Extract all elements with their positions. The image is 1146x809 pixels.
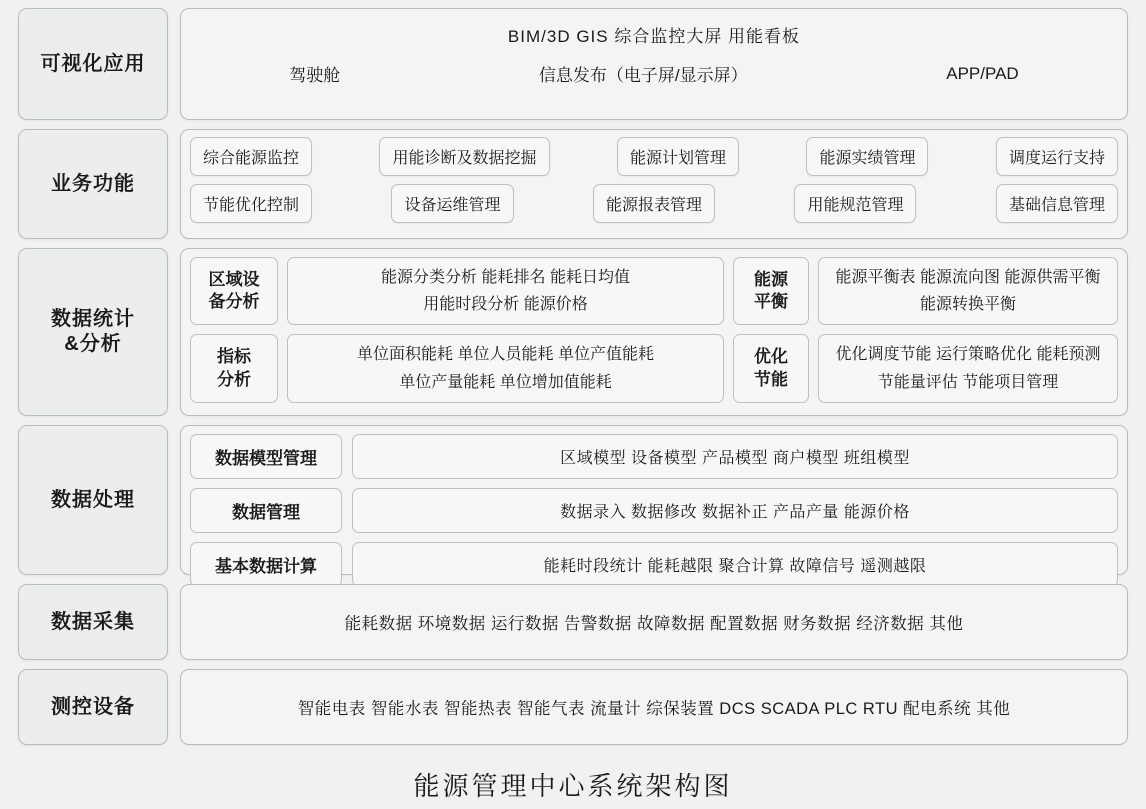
layer-label-measurement-devices: 测控设备 bbox=[18, 669, 168, 745]
business-item[interactable]: 综合能源监控 bbox=[190, 137, 312, 176]
processing-row-data-management bbox=[190, 488, 1118, 533]
business-item[interactable]: 节能优化控制 bbox=[190, 184, 312, 223]
stat-key-line2: 备分析 bbox=[208, 292, 260, 312]
stat-key-line1: 指标 bbox=[217, 347, 251, 367]
layer-body-business bbox=[180, 129, 1128, 239]
stat-value-line1: 能源平衡表 能源流向图 能源供需平衡 bbox=[835, 269, 1101, 286]
stat-value-line1: 优化调度节能 运行策略优化 能耗预测 bbox=[835, 346, 1101, 364]
layer-visualization bbox=[18, 8, 1128, 120]
layer-body-data-processing bbox=[180, 425, 1128, 575]
layer-data-acquisition bbox=[18, 584, 1128, 660]
stat-value-line2: 能源转换平衡 bbox=[919, 296, 1016, 314]
layer-data-processing bbox=[18, 425, 1128, 575]
stat-value-area-device-analysis bbox=[287, 257, 724, 325]
stat-key-line1: 区域设 bbox=[208, 270, 260, 290]
visualization-bottom-items bbox=[190, 51, 1118, 94]
stat-key-indicator-analysis[interactable] bbox=[190, 334, 278, 402]
business-item[interactable]: 能源计划管理 bbox=[617, 137, 739, 176]
stat-key-line1: 优化 bbox=[754, 347, 788, 367]
processing-key-model-management[interactable]: 数据模型管理 bbox=[190, 434, 342, 479]
stat-value-indicator-analysis bbox=[287, 334, 724, 402]
layer-label-data-acquisition: 数据采集 bbox=[18, 584, 168, 660]
stat-value-line2: 单位产量能耗 单位增加值能耗 bbox=[399, 373, 612, 391]
processing-row-basic-calculation bbox=[190, 542, 1118, 587]
business-row-2 bbox=[190, 184, 1118, 223]
layer-label-statistics-line2: &分析 bbox=[64, 333, 122, 355]
stat-key-line2: 平衡 bbox=[754, 292, 788, 312]
stat-value-line2: 节能量评估 节能项目管理 bbox=[877, 373, 1059, 391]
layer-label-statistics-line1: 数据统计 bbox=[51, 308, 135, 330]
statistics-row-1 bbox=[190, 257, 1118, 325]
viz-item-info-release: 信息发布（电子屏/显示屏） bbox=[538, 66, 748, 85]
layer-body-measurement-devices bbox=[180, 669, 1128, 745]
stat-value-line2: 用能时段分析 能源价格 bbox=[423, 296, 588, 314]
business-item[interactable]: 调度运行支持 bbox=[996, 137, 1118, 176]
layer-label-visualization: 可视化应用 bbox=[18, 8, 168, 120]
business-item[interactable]: 用能规范管理 bbox=[794, 184, 916, 223]
visualization-top-items: BIM/3D GIS 综合监控大屏 用能看板 bbox=[507, 27, 801, 46]
layer-statistics bbox=[18, 248, 1128, 416]
stat-key-line2: 分析 bbox=[217, 369, 251, 389]
stat-key-line1: 能源 bbox=[754, 270, 788, 290]
processing-value-data-management: 数据录入 数据修改 数据补正 产品产量 能源价格 bbox=[352, 488, 1118, 533]
layer-business bbox=[18, 129, 1128, 239]
stat-value-energy-balance bbox=[818, 257, 1118, 325]
stat-value-optimized-saving bbox=[818, 334, 1118, 402]
processing-key-data-management[interactable]: 数据管理 bbox=[190, 488, 342, 533]
business-item[interactable]: 设备运维管理 bbox=[391, 184, 513, 223]
processing-row-model-management bbox=[190, 434, 1118, 479]
layer-label-data-processing: 数据处理 bbox=[18, 425, 168, 575]
layer-label-business: 业务功能 bbox=[18, 129, 168, 239]
stat-key-optimized-saving[interactable] bbox=[733, 334, 809, 402]
stat-value-line1: 单位面积能耗 单位人员能耗 单位产值能耗 bbox=[357, 346, 654, 364]
processing-value-basic-calculation: 能耗时段统计 能耗越限 聚合计算 故障信号 遥测越限 bbox=[352, 542, 1118, 587]
layer-measurement-devices bbox=[18, 669, 1128, 745]
business-item[interactable]: 基础信息管理 bbox=[996, 184, 1118, 223]
viz-item-cockpit: 驾驶舱 bbox=[289, 66, 341, 85]
statistics-row-2 bbox=[190, 334, 1118, 402]
diagram-caption: 能源管理中心系统架构图 bbox=[413, 772, 733, 802]
processing-value-model-management: 区域模型 设备模型 产品模型 商户模型 班组模型 bbox=[352, 434, 1118, 479]
stat-key-energy-balance[interactable] bbox=[733, 257, 809, 325]
stat-value-line1: 能源分类分析 能耗排名 能耗日均值 bbox=[381, 269, 630, 286]
layer-body-statistics bbox=[180, 248, 1128, 416]
business-item[interactable]: 用能诊断及数据挖掘 bbox=[379, 137, 549, 176]
business-row-1 bbox=[190, 137, 1118, 176]
stat-key-line2: 节能 bbox=[754, 369, 788, 389]
measurement-device-items: 智能电表 智能水表 智能热表 智能气表 流量计 综保装置 DCS SCADA PLC RTU 配电系统 其他 bbox=[297, 700, 1011, 718]
layer-body-data-acquisition bbox=[180, 584, 1128, 660]
processing-key-basic-calculation[interactable]: 基本数据计算 bbox=[190, 542, 342, 587]
business-item[interactable]: 能源实绩管理 bbox=[806, 137, 928, 176]
stat-key-area-device-analysis[interactable] bbox=[190, 257, 278, 325]
data-acquisition-items: 能耗数据 环境数据 运行数据 告警数据 故障数据 配置数据 财务数据 经济数据 其他 bbox=[344, 615, 964, 633]
viz-item-app-pad: APP/PAD bbox=[946, 63, 1019, 83]
layer-label-statistics bbox=[18, 248, 168, 416]
business-item[interactable]: 能源报表管理 bbox=[593, 184, 715, 223]
layer-body-visualization bbox=[180, 8, 1128, 120]
